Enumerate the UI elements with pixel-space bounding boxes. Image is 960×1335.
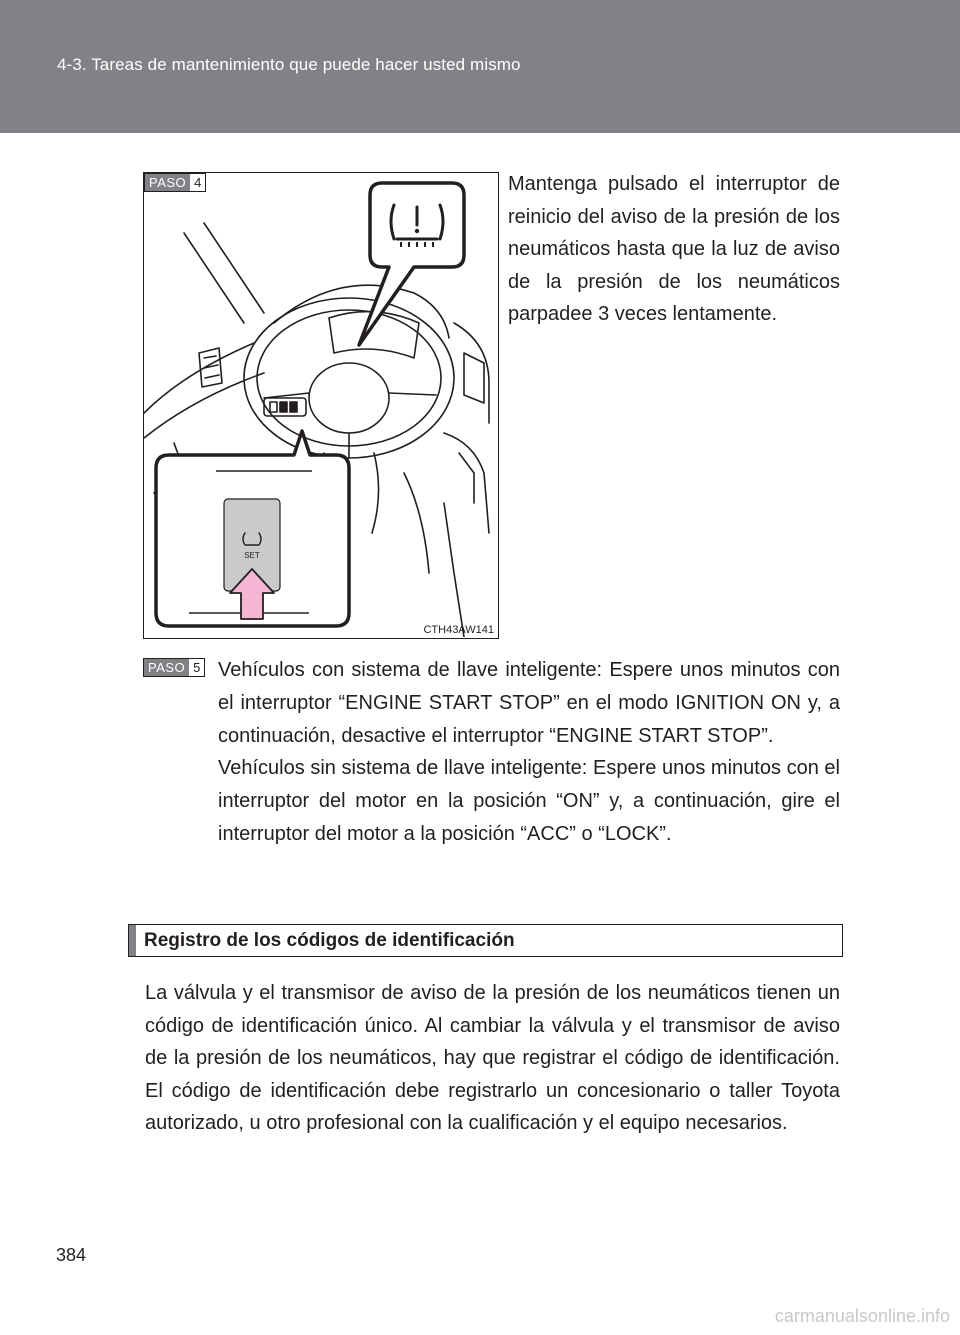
step-number: 4 xyxy=(190,174,205,191)
page-header xyxy=(0,0,960,133)
section-title: Registro de los códigos de identificación xyxy=(144,930,515,951)
step-number: 5 xyxy=(189,659,204,676)
dashboard-illustration xyxy=(143,172,499,639)
step-5-paragraph-smart-key: Vehículos con sistema de llave inteligente: Espere unos minutos con el interruptor “ENGINE START STOP” en el modo IGNITION ON y, a continuación, desactive el interruptor “ENGINE START STOP”. xyxy=(218,659,840,747)
chapter-title: 4-3. Tareas de mantenimiento que puede hacer usted mismo xyxy=(57,55,521,74)
dashboard-drawing xyxy=(144,173,497,637)
section-accent xyxy=(129,925,136,956)
page-number: 384 xyxy=(56,1245,87,1265)
section-body: La válvula y el transmisor de aviso de la presión de los neumáticos tienen un código de identificación único. Al cambiar la válvula y el transmisor de aviso de la presión de los neumáticos, hay que registrar el código de identificación. El código de identificación debe registrarlo un concesionario o taller Toyota autorizado, u otro profesional con la cualificación y el equipo necesarios. xyxy=(145,982,840,1135)
watermark: carmanualsonline.info xyxy=(774,1306,950,1326)
step-label: PASO xyxy=(144,659,189,676)
step-4-badge xyxy=(144,173,206,192)
step-5-text xyxy=(218,654,840,851)
step-label: PASO xyxy=(145,174,190,191)
step-5-badge xyxy=(143,658,205,677)
step-4-text: Mantenga pulsado el interruptor de reinicio del aviso de la presión de los neumáticos hasta que la luz de aviso de la presión de los neumáticos parpadee 3 veces lentamente. xyxy=(508,173,840,325)
step-5-paragraph-no-smart-key: Vehículos sin sistema de llave inteligente: Espere unos minutos con el interruptor del motor en la posición “ON” y, a continuación, gire el interruptor del motor a la posición “ACC” o “LOCK”. xyxy=(218,757,840,845)
set-button-label: SET xyxy=(244,551,260,560)
figure-code: CTH43AW141 xyxy=(423,624,494,636)
section-heading xyxy=(128,924,843,957)
